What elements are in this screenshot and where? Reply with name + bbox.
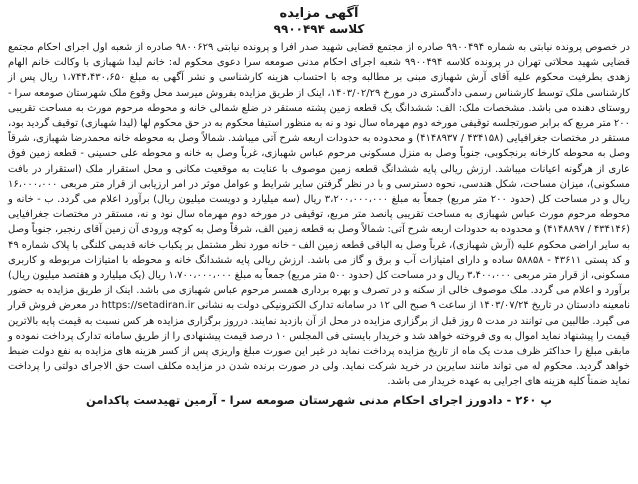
- notice-case-number: کلاسه ۹۹۰۰۴۹۴: [273, 22, 365, 36]
- notice-title: آگهی مزایده: [279, 6, 359, 21]
- notice-signature: پ ۲۶۰ - دادورز اجرای احکام مدنی شهرستان صومعه سرا - آرمین تهیدست پاکدامن: [86, 392, 552, 407]
- auction-notice: [6, 4, 632, 480]
- notice-body: در خصوص پرونده نیابتی به شماره ۹۹۰۰۴۹۴ صادره از مجتمع قضایی شهید صدر افرا و پرونده نیابتی ۹۸۰۰۶۲۹ صادره از شعبه اول اجرای احکام مجتمع قضایی شهید محلاتی تهران در پرونده کلاسه ۹۹۰۰۴۹۴ شعبه اجرای احکام مدنی صومعه سرا دعوی محکوم له: خانم لیدا شهبازی با وکالت خانم الهام زهدی بطرفیت محکوم علیه آقای آرش شهبازی مبنی بر مطالبه وجه با احتساب هزینه کارشناسی و نشر آگهی به مبلغ ۱،۷۴۴،۴۳۰،۶۵۰ ریال پس از کارشناسی ملک توسط کارشناس رسمی دادگستری در مورخ ۱۴۰۳/۰۲/۲۹، اینک از طریق مزایده بفروش میرسد محل وقوع ملک شهرستان صومعه سرا - روستای دهنده می باشد. مشخصات ملک: الف: ششدانگ یک قطعه زمین پشته مستقر در ضلع شمالی خانه و محوطه مرحوم مورث به مساحت تقریبی ۲۰۰ متر مربع که برابر صورتجلسه توقیفی مورخه دوم مهرماه سال نود و نه به منظور استیفا محکوم به در حق محکوم لها (لیدا شهبازی) توقیف گردید بود، مستقر در مختصات جغرافیایی (۴۳۴۱۵۸ / ۴۱۴۸۹۳۷) و محدوده به حدودات اربعه شرح آتی میباشد. شمالاً وصل به محوطه خانه محمدرضا شهبازی، شرقاً وصل به محوطه کارخانه برنجکوبی، جنوباً وصل به منزل مسکونی مرحوم عباس شهبازی، غرباً وصل به خانه و محوطه علی حسینی - قطعه زمین فوق عاری از هرگونه اعیانات میباشد. ارزش ریالی پایه ششدانگ قطعه زمین موصوف با عنایت به موقعیت مکانی و محل استقرار ملک (استقرار در بافت مسکونی)، میزان مساحت، شکل هندسی، نحوه دسترسی و با در نظر گرفتن سایر شرایط و عوامل موثر در امر ارزیابی از قرار متر مربعی ۱۶،۰۰۰،۰۰۰ ریال و در مساحت کل (حدود ۲۰۰ متر مربع) جمعاً به مبلغ ۳،۲۰۰،۰۰۰،۰۰۰ ریال (سه میلیارد و دویست میلیون ریال) برآورد اعلام می گردد. ب - خانه و محوطه مرحوم مورث عباس شهبازی به مساحت تقریبی پانصد متر مربع، توقیفی در مورخه دوم مهرماه سال نود و نه، مستقر در مختصات جغرافیایی (۴۳۴۱۴۶ / ۴۱۴۸۸۹۷) و محدوده به حدودات اربعه شرح آتی: شمالاً وصل به قطعه زمین الف، شرقاً وصل به کوچه ورودی آن زمین آقای رنجبر، جنوباً وصل به سایر اراضی محکوم علیه (آرش شهبازی)، غرباً وصل به الباقی قطعه زمین الف - خانه مورد نظر مشتمل بر یکباب خانه قدیمی کلنگی با پلاک شماره ۴۹ و کد پستی ۴۳۶۱۱ - ۵۸۸۵۸ ساده و دارای امتیازات آب و برق و گاز می باشد. ارزش ریالی پایه ششدانگ خانه و محوطه با امتیازات مربوطه و کاربری مسکونی، از قرار متر مربعی ۳،۴۰۰،۰۰۰ ریال و در مساحت کل (حدود ۵۰۰ متر مربع) جمعاً به مبلغ ۱،۷۰۰،۰۰۰،۰۰۰ ریال (یک میلیارد و هفتصد میلیون ریال) برآورد و اعلام می گردد. ملک موصوف خالی از سکنه و در تصرف و بهره برداری همسر مرحوم عباس شهبازی می باشد. اینک از طریق مزایده به حضور نامعینه دادستان در تاریخ ۱۴۰۳/۰۷/۲۴ از ساعت ۹ صبح الی ۱۲ در سامانه تدارک الکترونیکی دولت به نشانی https://setadiran.ir در معرض فروش قرار می گیرد. طالبین می توانند در مدت ۵ روز قبل از برگزاری مزایده در محل از آن بازدید نمایند. درروز برگزاری مزایده هر کس نسبت به قیمت پایه بالاترین قیمت را پیشنهاد نماید اموال به وی فروخته خواهد شد و خریدار بایستی فی المجلس ۱۰ درصد قیمت پیشنهادی را از طریق سامانه تدارک پرداخت نموده و مابقی مبلغ را حداکثر ظرف مدت یک ماه از تاریخ مزایده پرداخت نماید در غیر این صورت مبلغ واریزی پس از کسر هزینه های مزایده به نفع دولت ضبط خواهد گردید. محکوم له می تواند مانند سایرین در خرید شرکت نماید. ولی در صورت برنده شدن در مزایده مکلف است حق الاجرای دولتی را پرداخت نماید ضمناً کلیه هزینه های اجرایی به عهده خریدار می باشد.: [8, 42, 631, 388]
